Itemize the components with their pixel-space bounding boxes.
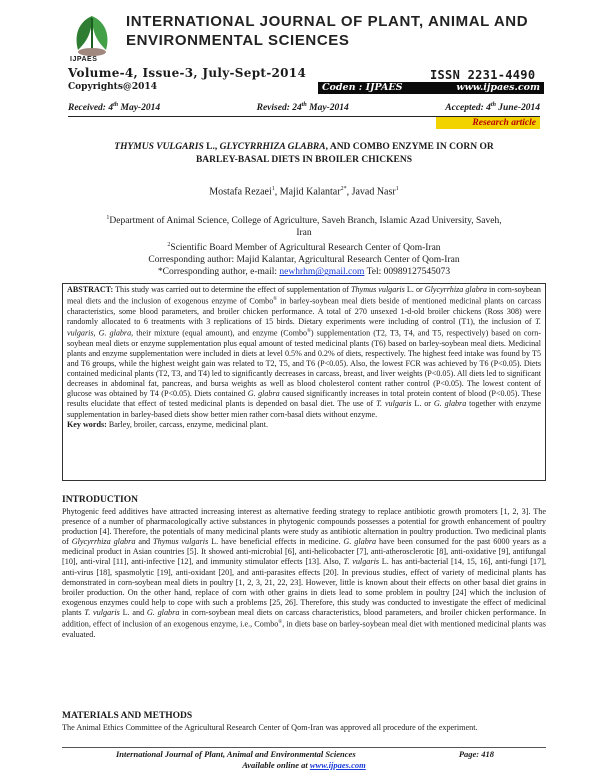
accepted-date: Accepted: 4th June-2014 <box>445 102 540 114</box>
logo-label: IJPAES <box>70 56 98 63</box>
abstract-box <box>62 283 546 481</box>
page-number: Page: 418 <box>458 749 494 759</box>
article-type-badge: Research article <box>436 117 540 129</box>
journal-title: INTERNATIONAL JOURNAL OF PLANT, ANIMAL AND ENVIRONMENTAL SCIENCES <box>126 13 529 49</box>
introduction-heading: INTRODUCTION <box>62 495 139 505</box>
article-title: THYMUS VULGARIS L., GLYCYRRHIZA GLABRA, AND COMBO ENZYME IN CORN OR BARLEY-BASAL DIETS IN BROILER CHICKENS <box>114 142 494 165</box>
footer-journal: International Journal of Plant, Animal and Environmental Sciences <box>116 749 356 759</box>
methods-paragraph: The Animal Ethics Committee of the Agricultural Research Center of Qom-Iran was approved all procedure of the experiment. <box>62 723 478 732</box>
methods-heading: MATERIALS AND METHODS <box>62 711 193 721</box>
journal-website[interactable]: www.ijpaes.com <box>456 82 540 93</box>
volume-info: Volume-4, Issue-3, July-Sept-2014 <box>68 66 307 80</box>
abstract-text: ABSTRACT: This study was carried out to determine the effect of supplementation of Thymus vulgaris L. or Glycyrrhiza glabra in corn-soybean meal diets and the inclusion of exogenous enzyme of Combo® in barley-soybean meal diets beside of mentioned medicinal plants on carcass characteristics, some blood parameters, and broiler chicken performance. A total of 270 unsexed 1-d-old broiler chickens (Ross 308) were randomly allocated to 6 treatments with 3 replications of 15 birds. Dietary experiments were including of control (T1), the inclusion of T. vulgaris, G. glabra, their mixture (equal amount), and enzyme (Combo®) supplementation (T2, T3, T4, and T5, respectively) based on corn-soybean meal diets or enzyme supplementation plus equal amount of tested medicinal plants (T6) based on barley-soybean meal diets. Medicinal plants and enzyme supplementation were included in diets at level 0.5% and 0.2% of diets, respectively. The highest feed intake was found by T5 and T6 groups, while the highest weight gain was related to T2, T5, and T6 (P<0.05). Also, the lowest FCR was achieved by T6 (P<0.05). Diets contained medicinal plants (T2, T3, and T4) led to significantly decreases in carcass, breast, and liver weights (P<0.05). All diets led to significant decreases in abdominal fat, pancreas, and bursa weights as well as blood cholesterol content rather control (P<0.05). The lowest content of glucose was obtained by T4 (P<0.05). Diets contained G. glabra caused significantly increases in total protein content of blood (P<0.05). These results elucidate that effect of tested medicinal plants is depended on basal diet. The use of T. vulgaris L. or G. glabra together with enzyme supplementation in barley-based diets show better mien rather corn-basal diets without enzyme. <box>67 285 542 419</box>
introduction-paragraph: Phytogenic feed additives have attracted increasing interest as alternative feeding strategy to replace antibiotic growth promoters [1, 2, 3]. The presence of a number of pharmacologically active substances in phytogenic compounds possesses a potential for growth enhancement of poultry production [4]. Therefore, the potentials of many medicinal plants were study as antibiotic alternation in poultry production. Two medicinal plants of Glycyrrhiza glabra and Thymus vulgaris L. have beneficial effects in medicine. G. glabra have been consumed for the past 6000 years as a medicinal product in Asian countries [5]. It showed anti-microbial [6], anti-helicobacter [7], anti-atherosclerotic [8], anti-oxidative [9], antifungal [10], anti-viral [11], anti-infective [12], and immunity stimulator effects [13]. Also, T. vulgaris L. has anti-bacterial [14, 15, 16], anti-fungi [17], anti-virus [18], spasmolytic [19], anti-oxidant [20], and anti-parasites effects [20]. In previous studies, effect of variety of medicinal plants has demonstrated in corn-soybean meal diets in poultry [1, 2, 3, 21, 22, 23]. However, little is known about their effects on other basal diet grains in broiler production. On the other hand, replace of corn with other grains in diets lead to some problem in poultry [24] which the inclusion of exogenous enzymes could help to cope with such a problems [25, 26]. Therefore, this study was conducted to investigate the effect of medicinal plants T. vulgaris L. and G. glabra in corn-soybean meal diets on carcass characteristics, blood parameters, and broiler chicken performance. In addition, effect of inclusion of an exogenous enzyme, i.e., Combo®, in diets base on barley-soybean meal diet with mentioned medicinal plants was evaluated. <box>62 507 547 639</box>
coden-bar <box>318 82 544 94</box>
footer-divider <box>62 747 546 748</box>
affiliations: $^1$Department of Animal Science, College of Agriculture, Saveh Branch, Islamic Azad University, Saveh, Iran $^2$Scientific Board Member of Agricultural Research Center of Qom-Iran Corresponding author: Majid Kalantar, Agricultural Research Center of Qom-Iran *Corresponding author, e-mail: newhrhm@gmail.com Tel: 00989127545073 <box>106 215 502 278</box>
author-list: Mostafa Rezaei$^1$, Majid Kalantar$^{2*}$, Javad Nasr$^1$ <box>209 186 399 198</box>
page-footer: International Journal of Plant, Animal and Environmental Sciences Page: 418 Available online at www.ijpaes.com <box>116 749 494 770</box>
journal-logo-icon <box>68 12 116 60</box>
email-link[interactable]: newhrhm@gmail.com <box>279 267 365 278</box>
keywords: Key words: Barley, broiler, carcass, enzyme, medicinal plant. <box>67 419 268 429</box>
received-date: Received: 4th May-2014 <box>68 102 161 114</box>
coden: Coden : IJPAES <box>322 82 403 93</box>
copyright: Copyrights@2014 <box>68 82 157 92</box>
revised-date: Revised: 24th May-2014 <box>256 102 349 114</box>
issn: ISSN 2231-4490 <box>430 68 536 82</box>
article-dates <box>68 102 540 113</box>
footer-website-link[interactable]: www.ijpaes.com <box>309 760 366 770</box>
